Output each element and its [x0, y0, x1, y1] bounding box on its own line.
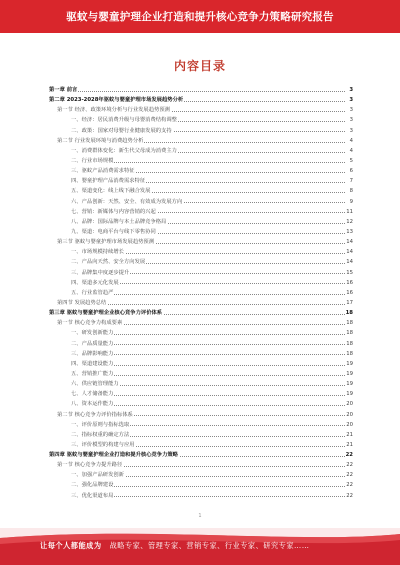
toc-section-entry[interactable] [49, 460, 353, 470]
toc-entry-label: 一、研发创新能力 [71, 328, 114, 338]
toc-subsection-entry[interactable] [49, 227, 353, 237]
toc-subsection-entry[interactable] [49, 349, 353, 359]
toc-subsection-entry[interactable] [49, 399, 353, 409]
toc-entry-page: 3 [345, 95, 353, 105]
toc-subsection-entry[interactable] [49, 491, 353, 501]
page-number: 1 [198, 513, 202, 519]
toc-subsection-entry[interactable] [49, 176, 353, 186]
toc-entry-label: 五、渠道变化：线上线下融合发展 [71, 186, 151, 196]
toc-entry-page: 12 [345, 217, 353, 227]
toc-chapter-entry[interactable] [49, 450, 353, 460]
toc-entry-label: 第四章 驱蚊与婴童护理企业打造和提升核心竞争力策略 [49, 450, 179, 460]
toc-entry-label: 第二节 行业发展环境与消费趋势分析 [57, 136, 144, 146]
toc-entry-label: 八、品牌：国际品牌与本土品牌竞争格局 [71, 217, 167, 227]
toc-entry-page: 3 [345, 126, 353, 136]
toc-entry-label: 六、供应链管理能力 [71, 379, 120, 389]
toc-entry-page: 16 [345, 278, 353, 288]
toc-entry-label: 一、市场规模持续增长 [71, 247, 125, 257]
report-header-bar [0, 0, 400, 33]
toc-entry-page: 14 [345, 237, 353, 247]
toc-entry-label: 二、行业市场规模 [71, 156, 114, 166]
toc-entry-label: 二、政策：国家对母婴行业健康发展的支持 [71, 126, 173, 136]
toc-section-entry[interactable] [49, 237, 353, 247]
toc-entry-page: 21 [345, 430, 353, 440]
toc-entry-page: 18 [345, 308, 353, 318]
toc-entry-page: 22 [345, 491, 353, 501]
toc-entry-page: 7 [345, 176, 353, 186]
toc-entry-page: 20 [345, 420, 353, 430]
toc-entry-page: 3 [345, 105, 353, 115]
toc-entry-page: 18 [345, 318, 353, 328]
toc-entry-label: 二、产品向天然、安全方向发展 [71, 257, 146, 267]
toc-entry-label: 一、加强产品研发创新 [71, 470, 125, 480]
toc-subsection-entry[interactable] [49, 217, 353, 227]
toc-entry-label: 四、婴童护理产品消费需求特征 [71, 176, 146, 186]
toc-section-entry[interactable] [49, 105, 353, 115]
toc-entry-label: 第二节 核心竞争力评价指标体系 [57, 410, 134, 420]
toc-subsection-entry[interactable] [49, 470, 353, 480]
toc-chapter-entry[interactable] [49, 85, 353, 95]
toc-entry-label: 五、行业监管趋严 [71, 288, 114, 298]
footer-banner [0, 528, 400, 565]
toc-subsection-entry[interactable] [49, 146, 353, 156]
toc-entry-label: 第一节 经济、政策环境分析与行业发展趋势预测 [57, 105, 171, 115]
toc-subsection-entry[interactable] [49, 328, 353, 338]
toc-entry-page: 13 [345, 227, 353, 237]
toc-leader-dots [49, 91, 345, 92]
toc-entry-page: 11 [345, 207, 353, 217]
toc-subsection-entry[interactable] [49, 420, 353, 430]
toc-entry-label: 二、指标权重的确定方法 [71, 430, 130, 440]
toc-subsection-entry[interactable] [49, 288, 353, 298]
toc-subsection-entry[interactable] [49, 440, 353, 450]
toc-entry-page: 19 [345, 369, 353, 379]
toc-entry-label: 二、产品质量能力 [71, 339, 114, 349]
toc-entry-page: 20 [345, 399, 353, 409]
toc-subsection-entry[interactable] [49, 268, 353, 278]
toc-section-entry[interactable] [49, 298, 353, 308]
toc-entry-label: 三、评价模型的构建与应用 [71, 440, 136, 450]
toc-section-entry[interactable] [49, 318, 353, 328]
toc-entry-label: 一、消费群体变化：新生代父母成为消费主力 [71, 146, 178, 156]
toc-entry-label: 第二章 2023-2028年驱蚊与婴童护理市场发展趋势分析 [49, 95, 184, 105]
toc-entry-page: 8 [345, 186, 353, 196]
toc-entry-label: 第四节 发展趋势总结 [57, 298, 107, 308]
toc-entry-page: 3 [345, 85, 353, 95]
toc-subsection-entry[interactable] [49, 247, 353, 257]
toc-entry-page: 18 [345, 328, 353, 338]
toc-entry-label: 七、营销：新媒体与内容营销的兴起 [71, 207, 157, 217]
toc-entry-page: 15 [345, 268, 353, 278]
toc-entry-page: 22 [345, 470, 353, 480]
toc-entry-label: 九、渠道：电商平台与线下零售协同 [71, 227, 157, 237]
toc-subsection-entry[interactable] [49, 115, 353, 125]
toc-entry-label: 五、营销推广能力 [71, 369, 114, 379]
toc-entry-page: 19 [345, 389, 353, 399]
toc-entry-page: 20 [345, 410, 353, 420]
toc-entry-label: 三、驱蚊产品消费需求特征 [71, 166, 136, 176]
toc-entry-label: 第三章 驱蚊与婴童护理企业核心竞争力评价体系 [49, 308, 163, 318]
toc-entry-page: 14 [345, 247, 353, 257]
toc-entry-page: 18 [345, 339, 353, 349]
toc-entry-page: 22 [345, 450, 353, 460]
toc-entry-label: 七、人才储备能力 [71, 389, 114, 399]
toc-subsection-entry[interactable] [49, 166, 353, 176]
toc-entry-label: 第一章 前言 [49, 85, 78, 95]
toc-subsection-entry[interactable] [49, 156, 353, 166]
toc-entry-label: 一、经济：居民消费升级与母婴消费结构调整 [71, 115, 178, 125]
toc-entry-label: 六、产品创新：天然、安全、有效成为发展方向 [71, 197, 183, 207]
toc-heading: 内容目录 [173, 59, 226, 73]
toc-entry-label: 四、渠道建设能力 [71, 359, 114, 369]
toc-entry-page: 9 [345, 197, 353, 207]
toc-subsection-entry[interactable] [49, 278, 353, 288]
toc-entry-label: 第一节 核心竞争力提升路径 [57, 460, 123, 470]
toc-entry-page: 19 [345, 359, 353, 369]
toc-entry-page: 21 [345, 440, 353, 450]
toc-subsection-entry[interactable] [49, 389, 353, 399]
toc-subsection-entry[interactable] [49, 207, 353, 217]
toc-subsection-entry[interactable] [49, 480, 353, 490]
toc-subsection-entry[interactable] [49, 369, 353, 379]
toc-entry-page: 3 [345, 115, 353, 125]
table-of-contents [49, 85, 353, 501]
toc-section-entry[interactable] [49, 410, 353, 420]
toc-entry-page: 17 [345, 298, 353, 308]
toc-subsection-entry[interactable] [49, 430, 353, 440]
toc-subsection-entry[interactable] [49, 257, 353, 267]
toc-entry-label: 一、评价原则与指标选取 [71, 420, 130, 430]
toc-entry-label: 第一节 核心竞争力构成要素 [57, 318, 123, 328]
toc-subsection-entry[interactable] [49, 379, 353, 389]
toc-entry-page: 4 [345, 146, 353, 156]
toc-entry-page: 16 [345, 288, 353, 298]
toc-subsection-entry[interactable] [49, 126, 353, 136]
toc-entry-label: 四、渠道多元化发展 [71, 278, 120, 288]
toc-entry-page: 18 [345, 349, 353, 359]
footer-slogan [40, 541, 309, 551]
toc-subsection-entry[interactable] [49, 186, 353, 196]
toc-entry-label: 第三节 驱蚊与婴童护理市场发展趋势预测 [57, 237, 155, 247]
toc-subsection-entry[interactable] [49, 339, 353, 349]
toc-chapter-entry[interactable] [49, 95, 353, 105]
toc-subsection-entry[interactable] [49, 197, 353, 207]
toc-entry-page: 22 [345, 480, 353, 490]
toc-entry-page: 19 [345, 379, 353, 389]
toc-entry-label: 三、品牌集中度逐步提升 [71, 268, 130, 278]
toc-chapter-entry[interactable] [49, 308, 353, 318]
toc-entry-page: 22 [345, 460, 353, 470]
toc-entry-label: 三、优化渠道布局 [71, 491, 114, 501]
toc-section-entry[interactable] [49, 136, 353, 146]
footer-slogan-text: 战略专家、管理专家、营销专家、行业专家、研究专家…… [109, 541, 310, 550]
toc-entry-label: 三、品牌影响能力 [71, 349, 114, 359]
toc-entry-label: 二、强化品牌建设 [71, 480, 114, 490]
toc-entry-page: 14 [345, 257, 353, 267]
report-title: 驱蚊与婴童护理企业打造和提升核心竞争力策略研究报告 [66, 11, 334, 23]
toc-entry-page: 4 [345, 136, 353, 146]
toc-entry-page: 5 [345, 156, 353, 166]
toc-subsection-entry[interactable] [49, 359, 353, 369]
toc-entry-label: 八、资本运作能力 [71, 399, 114, 409]
footer-slogan-lead: 让每个人都能成为 [40, 541, 102, 550]
toc-entry-page: 6 [345, 166, 353, 176]
